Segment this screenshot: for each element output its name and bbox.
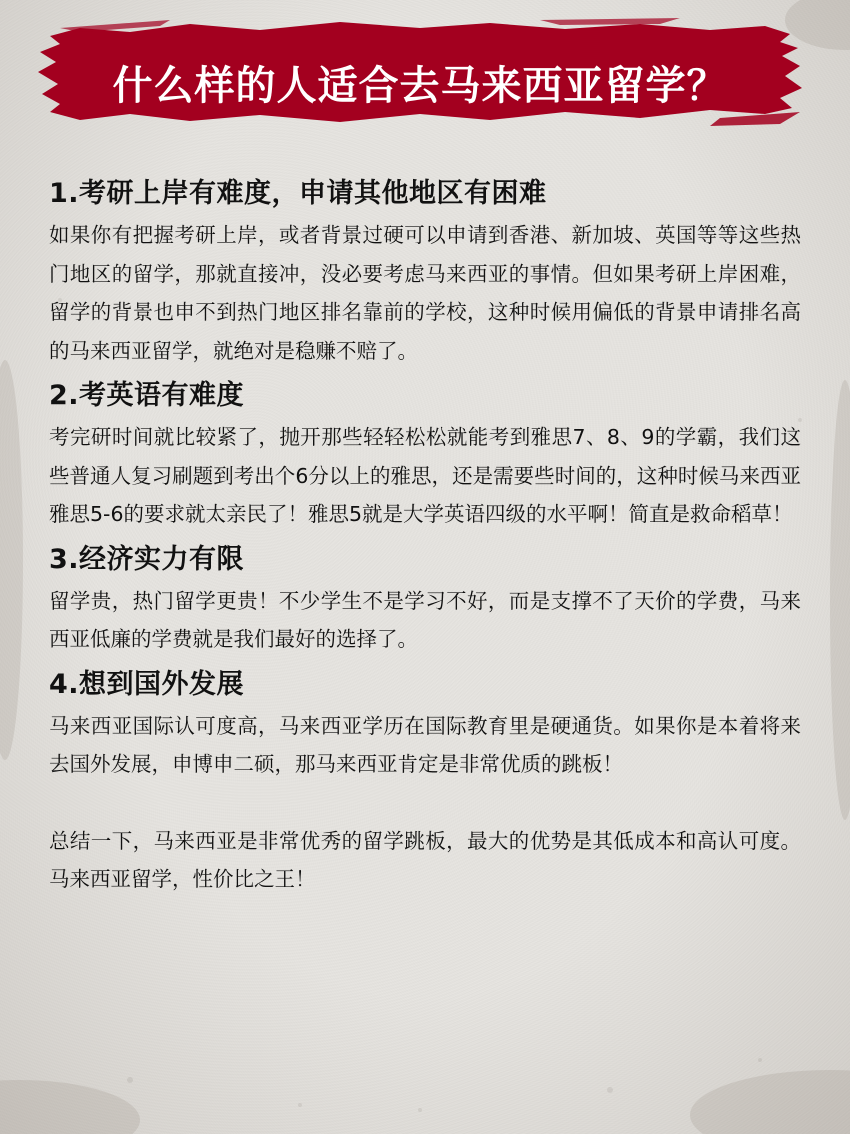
section-1 <box>49 172 801 370</box>
section-body: 马来西亚国际认可度高，马来西亚学历在国际教育里是硬通货。如果你是本着将来去国外发展，申博申二硕，那马来西亚肯定是非常优质的跳板！ <box>49 713 801 776</box>
section-body: 考完研时间就比较紧了，抛开那些轻轻松松就能考到雅思7、8、9的学霸，我们这些普通人复习刷题到考出个6分以上的雅思，还是需要些时间的，这种时候马来西亚雅思5-6的要求就太亲民了！雅思5就是大学英语四级的水平啊！简直是救命稻草！ <box>49 425 801 526</box>
section-heading: 1.考研上岸有难度，申请其他地区有困难 <box>49 178 547 209</box>
section-heading: 3.经济实力有限 <box>49 543 245 575</box>
title-banner <box>20 14 820 134</box>
summary-paragraph: 总结一下，马来西亚是非常优秀的留学跳板，最大的优势是其低成本和高认可度。马来西亚留学，性价比之王！ <box>49 828 801 891</box>
section-heading: 2.考英语有难度 <box>49 380 245 411</box>
section-body: 如果你有把握考研上岸，或者背景过硬可以申请到香港、新加坡、英国等等这些热门地区的留学，那就直接冲，没必要考虑马来西亚的事情。但如果考研上岸困难，留学的背景也申不到热门地区排名靠前的学校，这种时候用偏低的背景申请排名高的马来西亚留学，就绝对是稳赚不赔了。 <box>49 223 801 363</box>
article-content <box>49 172 801 899</box>
page-title: 什么样的人适合去马来西亚留学？ <box>112 63 728 109</box>
section-2 <box>49 374 801 534</box>
section-heading: 4.想到国外发展 <box>49 668 245 700</box>
brush-stroke-tail <box>710 112 800 126</box>
section-3 <box>49 538 801 659</box>
section-body: 留学贵，热门留学更贵！不少学生不是学习不好，而是支撑不了天价的学费，马来西亚低廉的学费就是我们最好的选择了。 <box>49 588 801 651</box>
section-4 <box>49 663 801 784</box>
